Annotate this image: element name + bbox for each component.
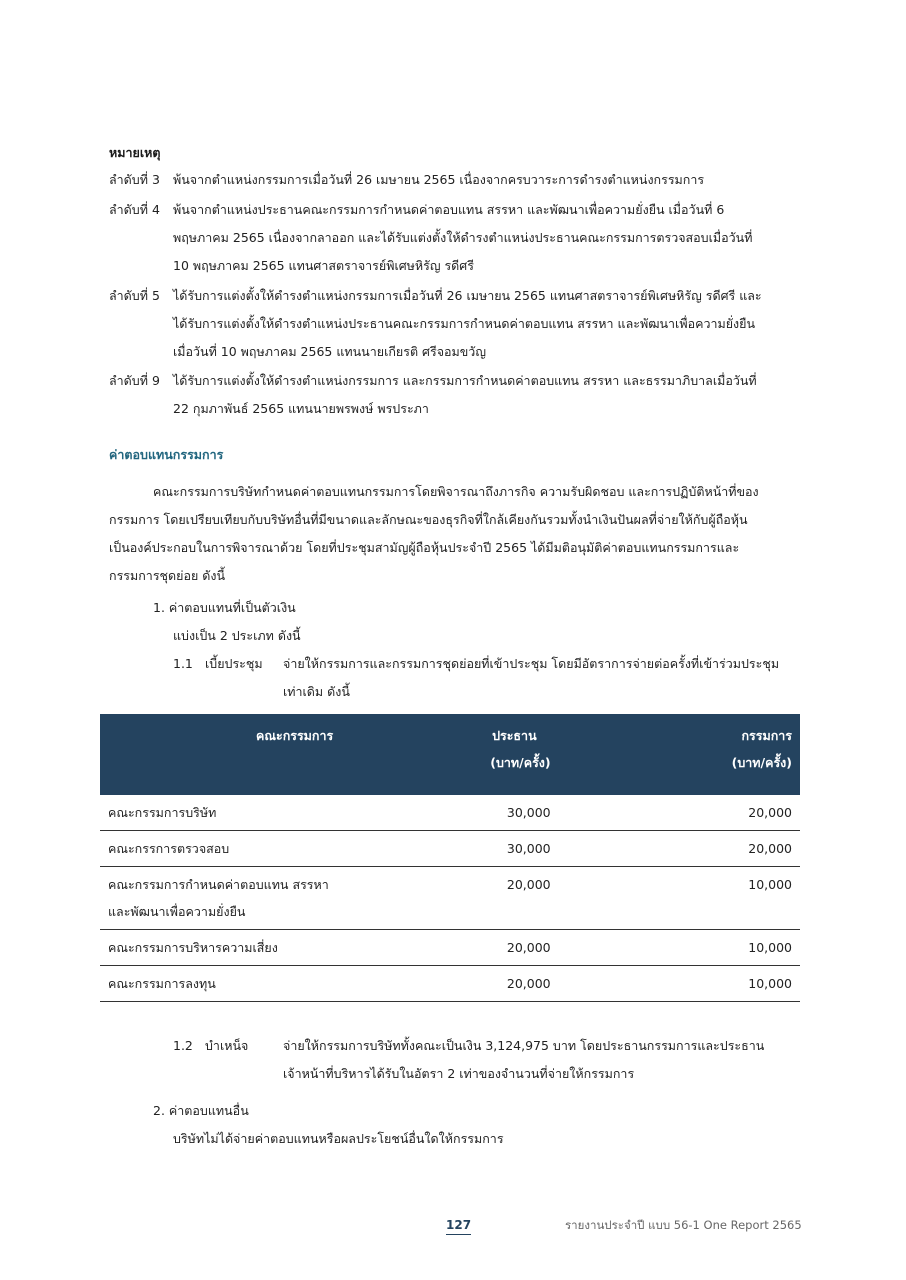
page-number: 127: [446, 1216, 471, 1235]
chair-fee-cell: 30,000: [489, 795, 730, 831]
subitem-number: 1.1: [173, 656, 193, 671]
table-row: [100, 795, 800, 831]
subitem-text: จ่ายให้กรรมการบริษัททั้งคณะเป็นเงิน 3,124,975 บาท โดยประธานกรรมการและประธาน: [283, 1038, 765, 1053]
chair-fee-cell: 30,000: [489, 831, 730, 867]
note-text: 10 พฤษภาคม 2565 แทนศาสตราจารย์พิเศษหิรัญ รดีศรี: [173, 258, 474, 273]
committee-cell: คณะกรรการตรวจสอบ: [100, 831, 489, 867]
list-item-text: แบ่งเป็น 2 ประเภท ดังนี้: [173, 628, 301, 643]
chair-fee-cell: 20,000: [489, 930, 730, 966]
section-heading: ค่าตอบแทนกรรมการ: [109, 447, 224, 462]
chair-fee-cell: 20,000: [489, 867, 730, 930]
chair-fee-cell: 20,000: [489, 966, 730, 1002]
intro-paragraph-line: กรรมการชุดย่อย ดังนี้: [109, 568, 226, 583]
committee-cell: คณะกรรมการบริษัท: [100, 795, 489, 831]
subitem-text: จ่ายให้กรรมการและกรรมการชุดย่อยที่เข้าประชุม โดยมีอัตราการจ่ายต่อครั้งที่เข้าร่วมประชุม: [283, 656, 780, 671]
note-text: พ้นจากตำแหน่งกรรมการเมื่อวันที่ 26 เมษายน 2565 เนื่องจากครบวาระการดำรงตำแหน่งกรรมการ: [173, 172, 705, 187]
note-text: เมื่อวันที่ 10 พฤษภาคม 2565 แทนนายเกียรติ ศรีจอมขวัญ: [173, 344, 486, 359]
table-row: [100, 867, 800, 930]
intro-paragraph-line: เป็นองค์ประกอบในการพิจารณาด้วย โดยที่ประชุมสามัญผู้ถือหุ้นประจำปี 2565 ได้มีมติอนุมัติค่าตอบแทนกรรมการและ: [109, 540, 740, 555]
note-label: ลำดับที่ 5: [109, 288, 160, 303]
report-title: รายงานประจำปี แบบ 56-1 One Report 2565: [565, 1218, 802, 1232]
notes-heading: หมายเหตุ: [109, 145, 161, 160]
note-text: ได้รับการแต่งตั้งให้ดำรงตำแหน่งประธานคณะกรรมการกำหนดค่าตอบแทน สรรหา และพัฒนาเพื่อความยั่งยืน: [173, 316, 756, 331]
note-text: พฤษภาคม 2565 เนื่องจากลาออก และได้รับแต่งตั้งให้ดำรงตำแหน่งประธานคณะกรรมการตรวจสอบเมื่อวันที่: [173, 230, 753, 245]
column-header-committee: คณะกรรมการ: [256, 728, 334, 743]
intro-paragraph-line: คณะกรรมการบริษัทกำหนดค่าตอบแทนกรรมการโดยพิจารณาถึงภารกิจ ความรับผิดชอบ และการปฏิบัติหน้าที่ของ: [153, 484, 759, 499]
member-fee-cell: 20,000: [731, 795, 800, 831]
committee-cell: คณะกรรมการลงทุน: [100, 966, 489, 1002]
table-header-row: [100, 714, 800, 795]
member-fee-cell: 10,000: [731, 930, 800, 966]
subitem-number: 1.2: [173, 1038, 193, 1053]
column-header-chair: ประธาน (บาท/ครั้ง): [490, 728, 551, 770]
committee-cell: คณะกรรมการกำหนดค่าตอบแทน สรรหา และพัฒนาเพื่อความยั่งยืน: [100, 867, 489, 930]
committee-cell: คณะกรรมการบริหารความเสี่ยง: [100, 930, 489, 966]
intro-paragraph-line: กรรมการ โดยเปรียบเทียบกับบริษัทอื่นที่มีขนาดและลักษณะของธุรกิจที่ใกล้เคียงกันรวมทั้งนำเงินปันผลที่จ่ายให้กับผู้ถือหุ้น: [109, 512, 748, 527]
table-row: [100, 930, 800, 966]
member-fee-cell: 10,000: [731, 966, 800, 1002]
note-label: ลำดับที่ 3: [109, 172, 160, 187]
member-fee-cell: 10,000: [731, 867, 800, 930]
list-item-text: บริษัทไม่ได้จ่ายค่าตอบแทนหรือผลประโยชน์อื่นใดให้กรรมการ: [173, 1131, 504, 1146]
table-row: [100, 966, 800, 1002]
meeting-fee-table: [100, 714, 800, 1002]
subitem-text: เจ้าหน้าที่บริหารได้รับในอัตรา 2 เท่าของจำนวนที่จ่ายให้กรรมการ: [283, 1066, 635, 1081]
note-text: 22 กุมภาพันธ์ 2565 แทนนายพรพงษ์ พรประภา: [173, 401, 429, 416]
note-text: ได้รับการแต่งตั้งให้ดำรงตำแหน่งกรรมการเมื่อวันที่ 26 เมษายน 2565 แทนศาสตราจารย์พิเศษหิรัญ รดีศรี และ: [173, 288, 762, 303]
list-item-title: 2. ค่าตอบแทนอื่น: [153, 1103, 249, 1118]
note-label: ลำดับที่ 9: [109, 373, 160, 388]
note-text: พ้นจากตำแหน่งประธานคณะกรรมการกำหนดค่าตอบแทน สรรหา และพัฒนาเพื่อความยั่งยืน เมื่อวันที่ 6: [173, 202, 725, 217]
note-text: ได้รับการแต่งตั้งให้ดำรงตำแหน่งกรรมการ และกรรมการกำหนดค่าตอบแทน สรรหา และธรรมาภิบาลเมื่อวันที่: [173, 373, 757, 388]
note-label: ลำดับที่ 4: [109, 202, 160, 217]
subitem-label: เบี้ยประชุม: [205, 656, 263, 671]
subitem-label: บำเหน็จ: [205, 1038, 249, 1053]
table-row: [100, 831, 800, 867]
member-fee-cell: 20,000: [731, 831, 800, 867]
list-item-title: 1. ค่าตอบแทนที่เป็นตัวเงิน: [153, 600, 296, 615]
column-header-member: กรรมการ (บาท/ครั้ง): [731, 728, 792, 770]
subitem-text: เท่าเดิม ดังนี้: [283, 684, 350, 699]
